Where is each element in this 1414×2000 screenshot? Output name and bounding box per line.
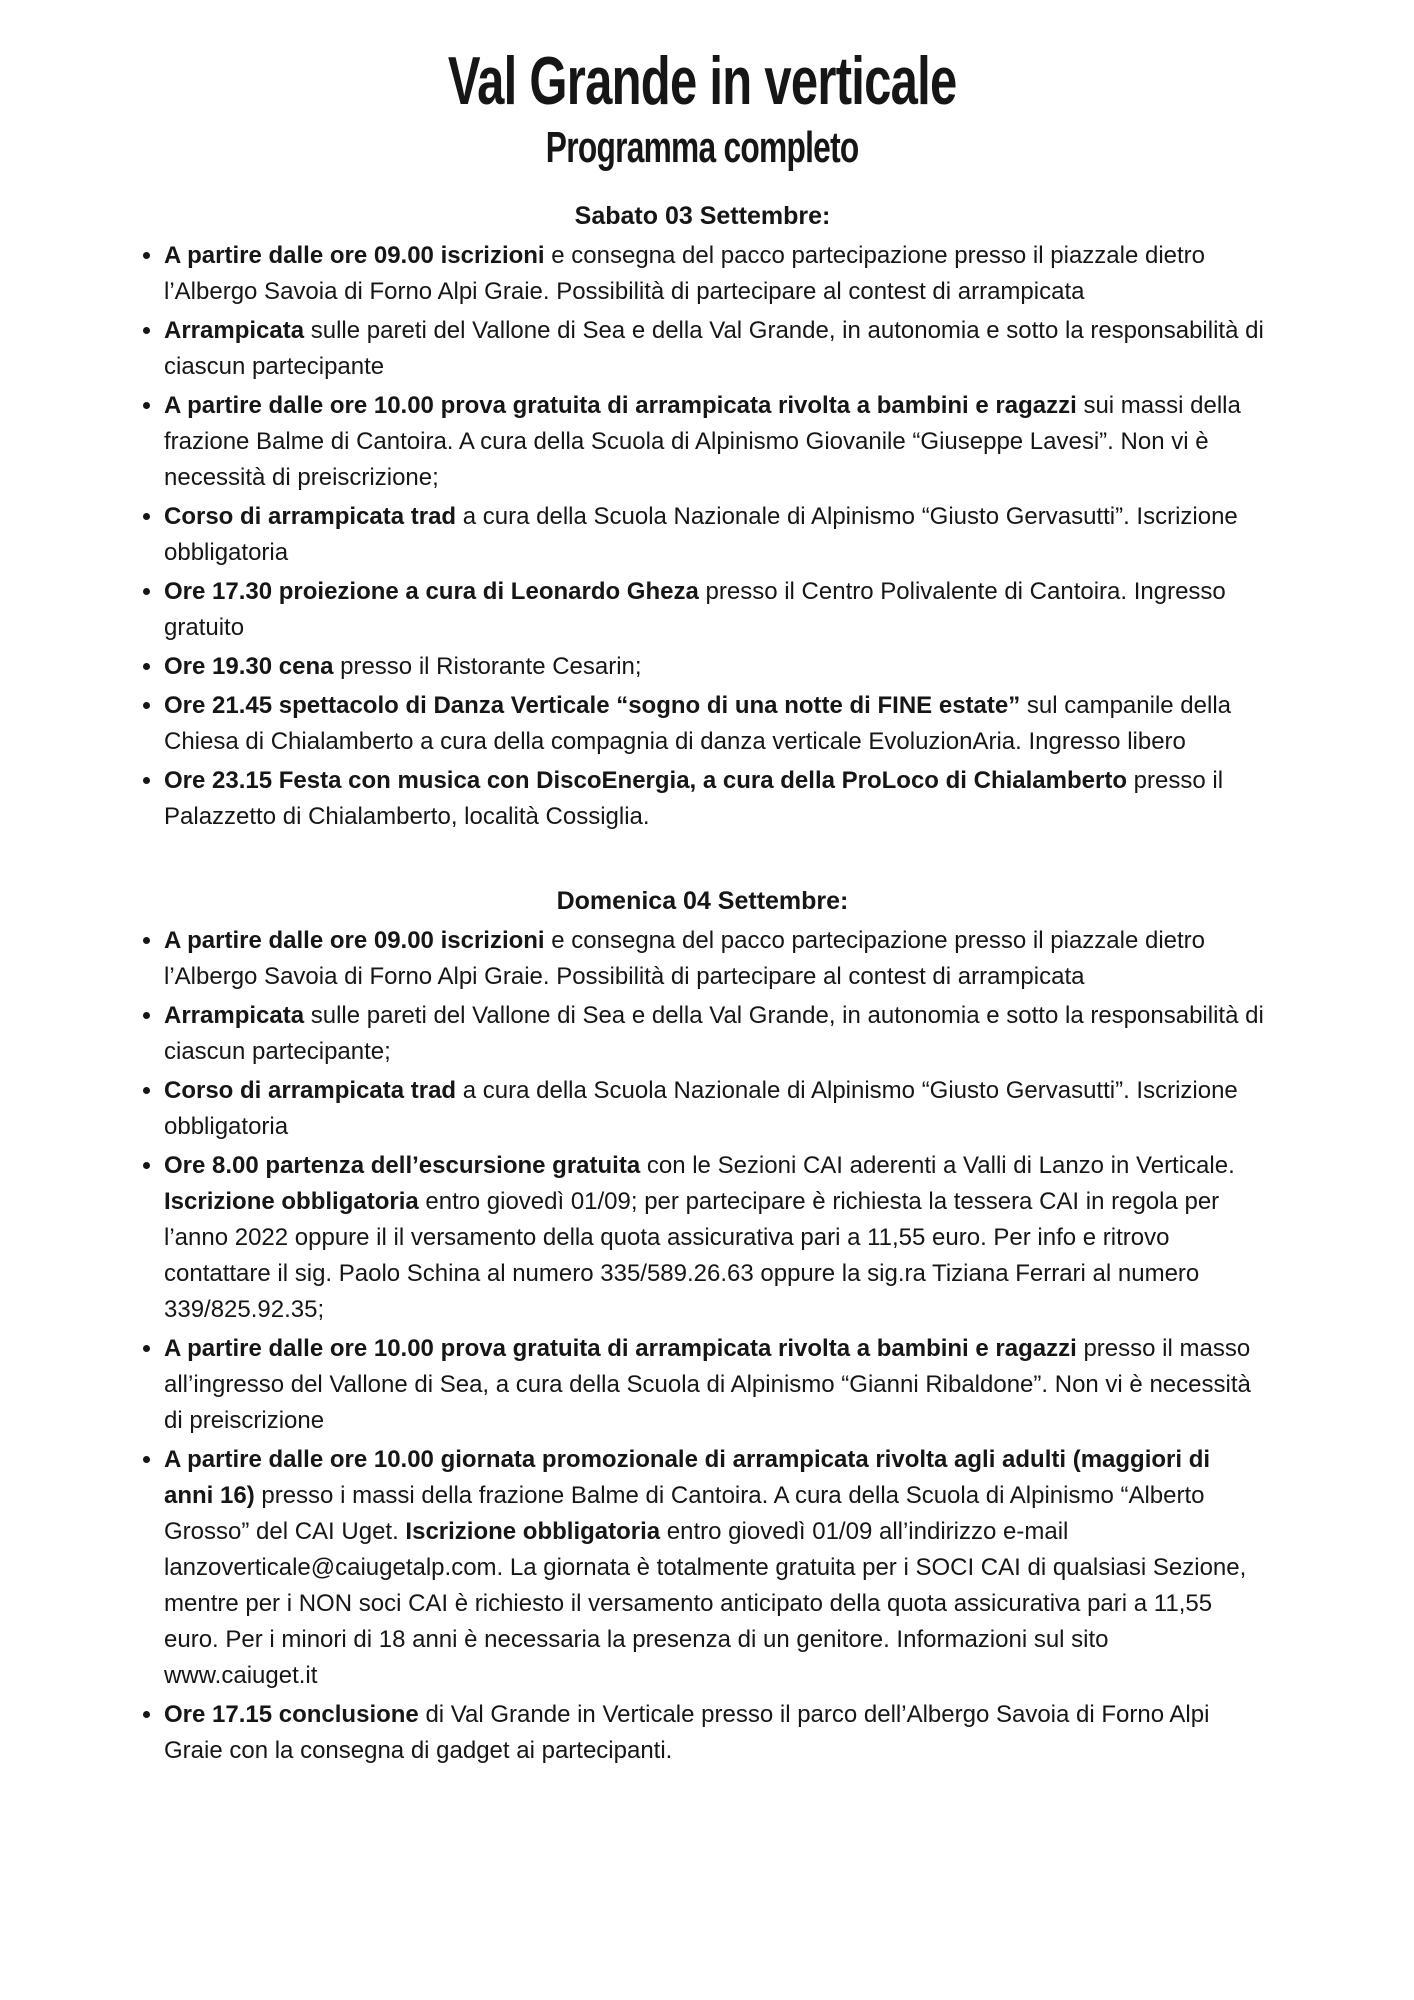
page-title-text: Val Grande in verticale bbox=[448, 43, 957, 119]
section-saturday bbox=[141, 200, 1264, 835]
list-item: Ore 17.15 conclusione di Val Grande in Verticale presso il parco dell’Albergo Savoia di Forno Alpi Graie con la consegna di gadget ai partecipanti. bbox=[164, 1697, 1264, 1769]
list-item: A partire dalle ore 10.00 giornata promozionale di arrampicata rivolta agli adulti (maggiori di anni 16) presso i massi della frazione Balme di Cantoira. A cura della Scuola di Alpinismo “Alberto Grosso” del CAI Uget. Iscrizione obbligatoria entro giovedì 01/09 all’indirizzo e-mail lanzoverticale@caiugetalp.com. La giornata è totalmente gratuita per i SOCI CAI di qualsiasi Sezione, mentre per i NON soci CAI è richiesto il versamento anticipato della quota assicurativa pari a 11,55 euro. Per i minori di 18 anni è necessaria la presenza di un genitore. Informazioni sul sito www.caiuget.it bbox=[164, 1442, 1264, 1694]
event-list-saturday bbox=[141, 238, 1264, 835]
list-item: A partire dalle ore 10.00 prova gratuita di arrampicata rivolta a bambini e ragazzi sui massi della frazione Balme di Cantoira. A cura della Scuola di Alpinismo Giovanile “Giuseppe Lavesi”. Non vi è necessità di preiscrizione; bbox=[164, 388, 1264, 496]
event-list-sunday bbox=[141, 923, 1264, 1769]
section-heading-saturday: Sabato 03 Settembre: bbox=[574, 202, 831, 230]
list-item: A partire dalle ore 09.00 iscrizioni e consegna del pacco partecipazione presso il piazzale dietro l’Albergo Savoia di Forno Alpi Graie. Possibilità di partecipare al contest di arrampicata bbox=[164, 923, 1264, 995]
list-item: A partire dalle ore 09.00 iscrizioni e consegna del pacco partecipazione presso il piazzale dietro l’Albergo Savoia di Forno Alpi Graie. Possibilità di partecipare al contest di arrampicata bbox=[164, 238, 1264, 310]
list-item: Ore 23.15 Festa con musica con DiscoEnergia, a cura della ProLoco di Chialamberto presso il Palazzetto di Chialamberto, località Cossiglia. bbox=[164, 763, 1264, 835]
list-item: Ore 8.00 partenza dell’escursione gratuita con le Sezioni CAI aderenti a Valli di Lanzo in Verticale. Iscrizione obbligatoria entro giovedì 01/09; per partecipare è richiesta la tessera CAI in regola per l’anno 2022 oppure il il versamento della quota assicurativa pari a 11,55 euro. Per info e ritrovo contattare il sig. Paolo Schina al numero 335/589.26.63 oppure la sig.ra Tiziana Ferrari al numero 339/825.92.35; bbox=[164, 1148, 1264, 1328]
list-item: A partire dalle ore 10.00 prova gratuita di arrampicata rivolta a bambini e ragazzi presso il masso all’ingresso del Vallone di Sea, a cura della Scuola di Alpinismo “Gianni Ribaldone”. Non vi è necessità di preiscrizione bbox=[164, 1331, 1264, 1439]
section-sunday bbox=[141, 885, 1264, 1769]
section-heading-sunday: Domenica 04 Settembre: bbox=[556, 887, 849, 915]
list-item: Corso di arrampicata trad a cura della Scuola Nazionale di Alpinismo “Giusto Gervasutti”. Iscrizione obbligatoria bbox=[164, 1073, 1264, 1145]
list-item: Ore 17.30 proiezione a cura di Leonardo Gheza presso il Centro Polivalente di Cantoira. Ingresso gratuito bbox=[164, 574, 1264, 646]
list-item: Ore 19.30 cena presso il Ristorante Cesarin; bbox=[164, 649, 1264, 685]
page-subtitle-text: Programma completo bbox=[546, 123, 859, 172]
list-item: Corso di arrampicata trad a cura della Scuola Nazionale di Alpinismo “Giusto Gervasutti”. Iscrizione obbligatoria bbox=[164, 499, 1264, 571]
list-item: Arrampicata sulle pareti del Vallone di Sea e della Val Grande, in autonomia e sotto la responsabilità di ciascun partecipante; bbox=[164, 998, 1264, 1070]
page-subtitle bbox=[141, 123, 1264, 172]
list-item: Arrampicata sulle pareti del Vallone di Sea e della Val Grande, in autonomia e sotto la responsabilità di ciascun partecipante bbox=[164, 313, 1264, 385]
list-item: Ore 21.45 spettacolo di Danza Verticale “sogno di una notte di FINE estate” sul campanile della Chiesa di Chialamberto a cura della compagnia di danza verticale EvoluzionAria. Ingresso libero bbox=[164, 688, 1264, 760]
page-title bbox=[141, 43, 1264, 119]
